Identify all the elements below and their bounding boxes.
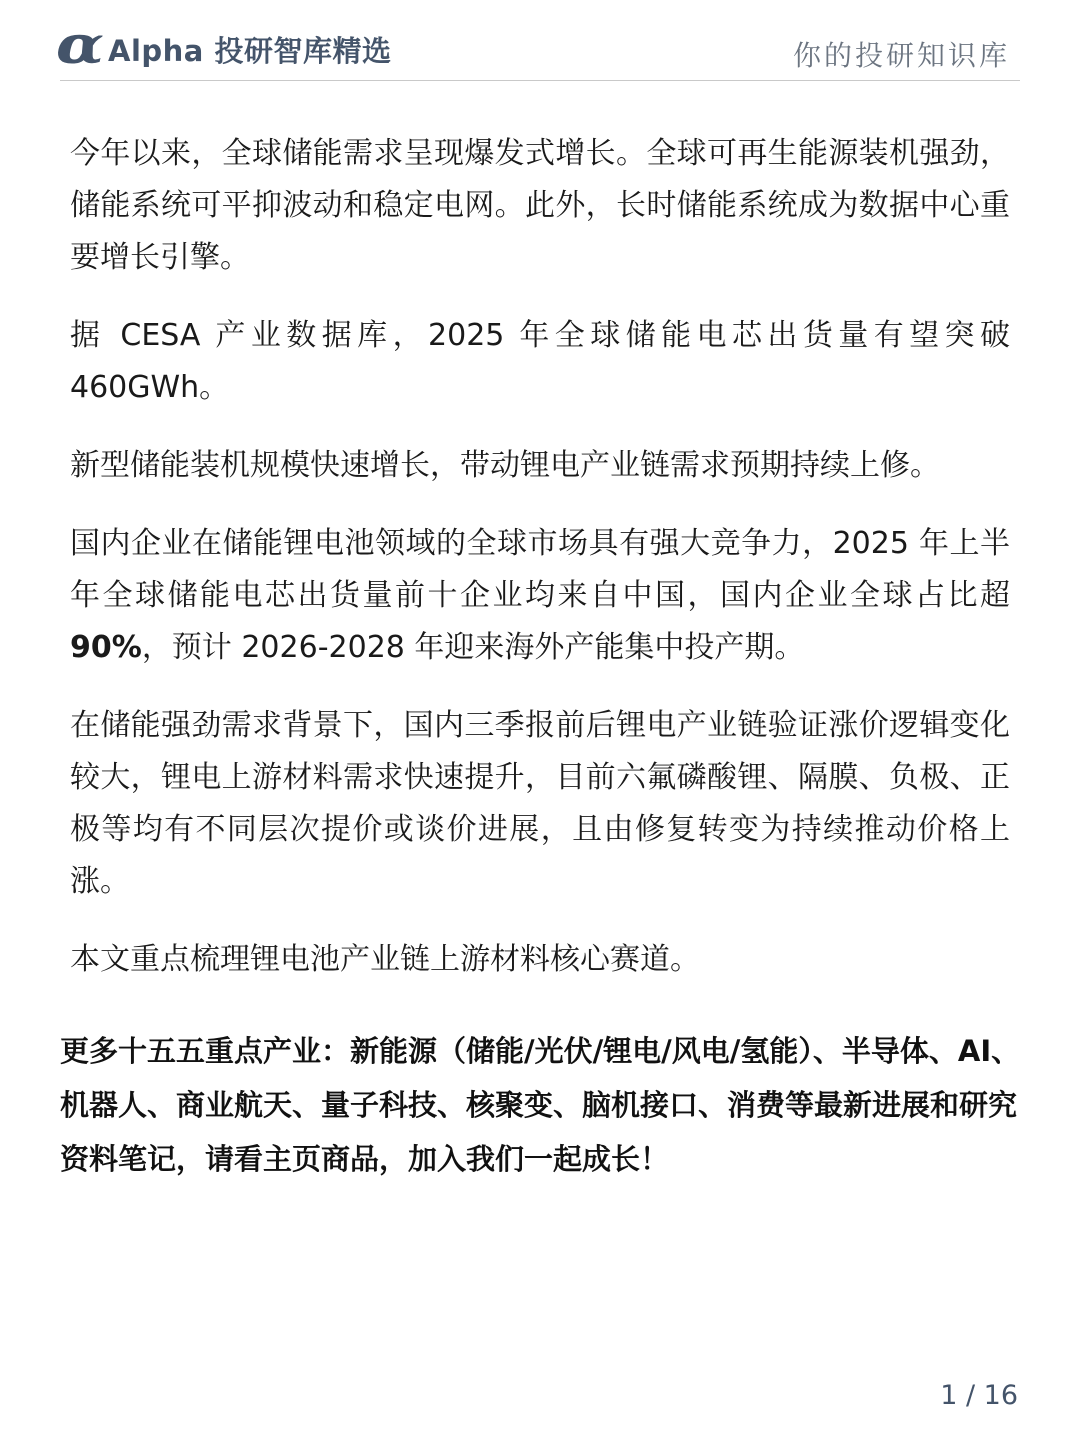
paragraph-scope: 本文重点梳理锂电池产业链上游材料核心赛道。 xyxy=(70,942,700,977)
article-body xyxy=(70,128,1010,1012)
paragraph-intro: 今年以来，全球储能需求呈现爆发式增长。全球可再生能源装机强劲，储能系统可平抑波动和稳定电网。此外，长时储能系统成为数据中心重要增长引擎。 xyxy=(70,136,1010,275)
para4-text-after: ，预计 2026-2028 年迎来海外产能集中投产期。 xyxy=(141,630,805,665)
paragraph-competitiveness xyxy=(70,518,1010,674)
para4-text-before: 国内企业在储能锂电池领域的全球市场具有强大竞争力，2025 年上半年全球储能电芯出货量前十企业均来自中国，国内企业全球占比超 xyxy=(70,526,1010,613)
paragraph-price-logic: 在储能强劲需求背景下，国内三季报前后锂电产业链验证涨价逻辑变化较大，锂电上游材料需求快速提升，目前六氟磷酸锂、隔膜、负极、正极等均有不同层次提价或谈价进展，且由修复转变为持续推动价格上涨。 xyxy=(70,708,1010,899)
page-number: 1 / 16 xyxy=(940,1380,1018,1411)
alpha-logo-icon: α xyxy=(55,15,105,76)
logo xyxy=(55,15,392,76)
header-tagline: 你的投研知识库 xyxy=(792,39,1010,72)
page-header xyxy=(55,15,1020,81)
brand-name: Alpha 投研智库精选 xyxy=(108,33,392,68)
para4-highlight: 90% xyxy=(70,630,142,665)
paragraph-cesa: 据 CESA 产业数据库，2025 年全球储能电芯出货量有望突破460GWh。 xyxy=(70,318,1010,405)
promo-text: 更多十五五重点产业：新能源（储能/光伏/锂电/风电/氢能）、半导体、AI、机器人、商业航天、量子科技、核聚变、脑机接口、消费等最新进展和研究资料笔记，请看主页商品，加入我们一起成长！ xyxy=(60,1034,1021,1176)
paragraph-new-storage: 新型储能装机规模快速增长，带动锂电产业链需求预期持续上修。 xyxy=(70,448,940,483)
